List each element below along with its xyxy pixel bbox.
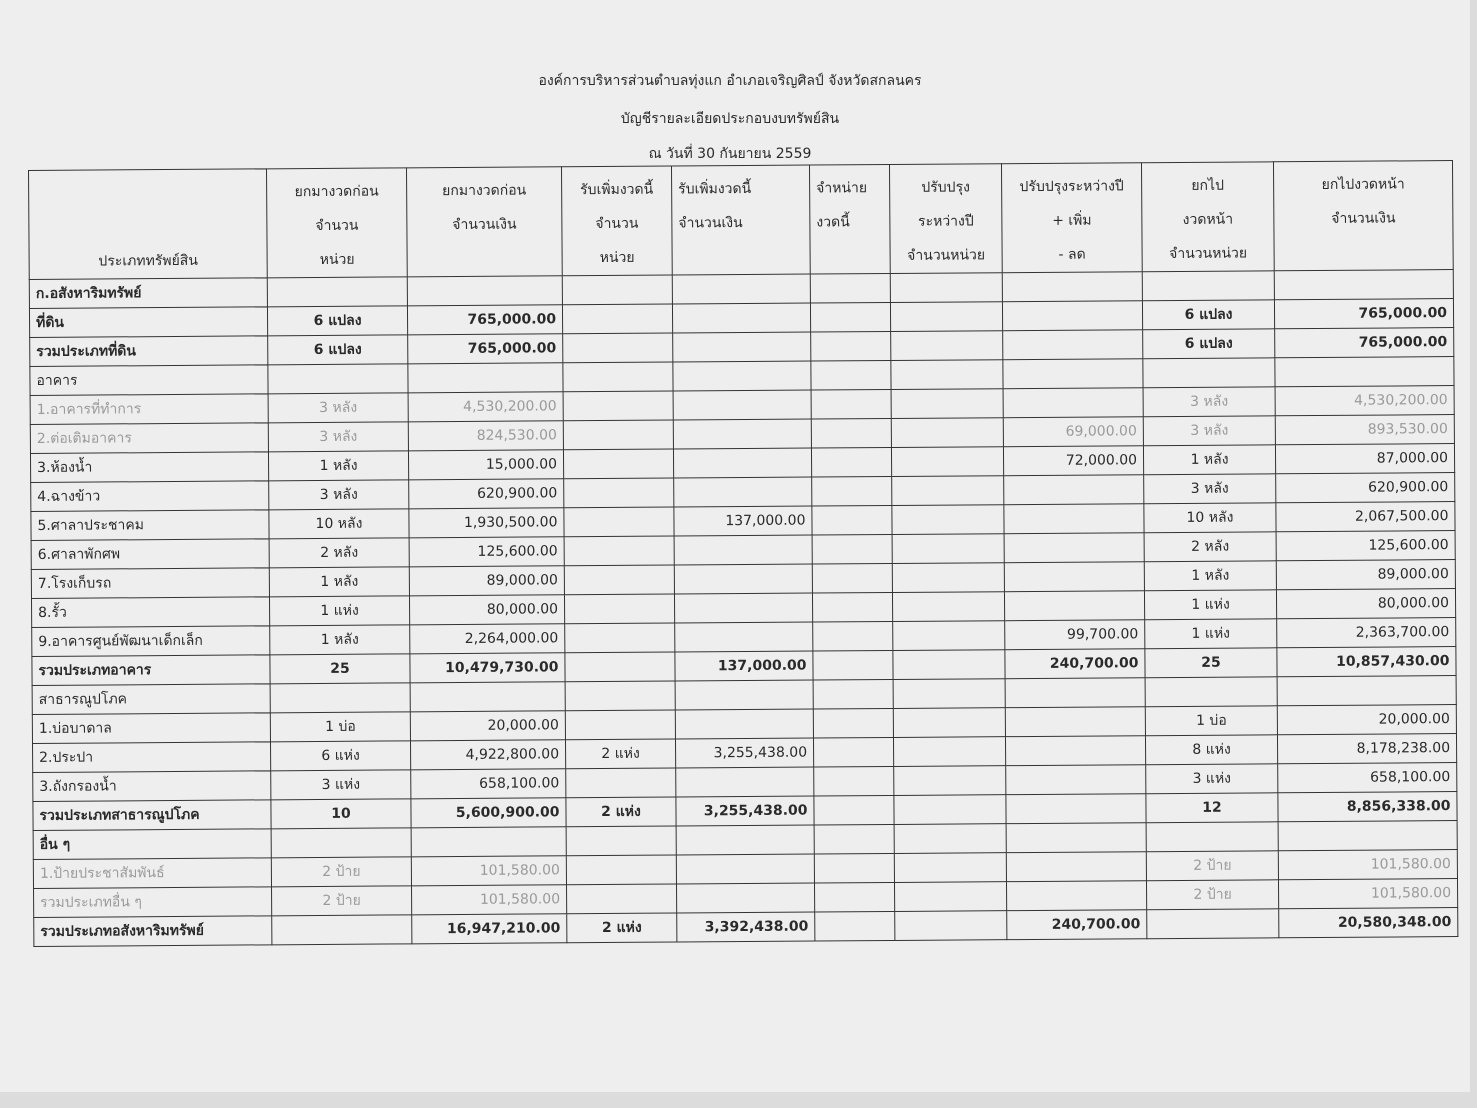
row-cell: 620,900.00 (409, 479, 564, 509)
row-cell: 2 หลัง (269, 538, 409, 568)
row-asset-name: 9.อาคารศูนย์พัฒนาเด็กเล็ก (32, 626, 270, 657)
row-cell (1006, 765, 1146, 795)
row-cell: 824,530.00 (408, 421, 563, 451)
row-cell (894, 882, 1006, 912)
header-added-units: รับเพิ่มงวดนี้ จำนวน หน่วย (561, 166, 672, 276)
row-cell (893, 650, 1005, 680)
row-cell: 1 บ่อ (270, 712, 410, 742)
row-cell (677, 883, 815, 913)
row-cell (564, 536, 674, 566)
row-cell: 1 หลัง (269, 567, 409, 597)
row-cell: 101,580.00 (1278, 879, 1457, 909)
row-cell (1274, 270, 1453, 300)
row-cell (892, 505, 1004, 535)
row-asset-name: 6.ศาลาพักศพ (31, 539, 269, 570)
row-cell (892, 592, 1004, 622)
row-cell: 3,392,438.00 (677, 912, 815, 942)
row-cell: 89,000.00 (409, 566, 564, 596)
row-cell (675, 622, 813, 652)
row-asset-name: 5.ศาลาประชาคม (31, 510, 269, 541)
row-cell: 1 บ่อ (1145, 706, 1277, 736)
row-cell (672, 303, 810, 333)
row-cell (1147, 909, 1279, 939)
row-cell (565, 710, 675, 740)
row-cell (1143, 358, 1275, 388)
row-cell (674, 564, 812, 594)
row-cell (672, 274, 810, 304)
row-cell (566, 768, 676, 798)
row-cell (673, 448, 811, 478)
row-cell: 6 แปลง (267, 306, 407, 336)
row-cell: 3 หลัง (269, 480, 409, 510)
row-cell (813, 708, 893, 738)
row-cell (811, 331, 891, 361)
row-cell (270, 683, 410, 713)
row-cell (891, 360, 1003, 390)
row-cell (892, 476, 1004, 506)
row-cell (1006, 823, 1146, 853)
row-cell (894, 853, 1006, 883)
row-cell (1004, 591, 1144, 621)
row-cell: 125,600.00 (1276, 531, 1455, 561)
row-cell: 12 (1146, 793, 1278, 823)
row-cell (1004, 504, 1144, 534)
row-cell: 3 หลัง (1143, 416, 1275, 446)
row-cell (673, 332, 811, 362)
row-cell: 137,000.00 (675, 651, 813, 681)
row-cell (675, 680, 813, 710)
row-asset-name: 1.บ่อบาดาล (32, 713, 270, 744)
row-cell: 69,000.00 (1003, 417, 1143, 447)
row-cell: 765,000.00 (407, 305, 562, 335)
row-cell (894, 766, 1006, 796)
asset-table (28, 160, 1458, 947)
row-cell: 893,530.00 (1275, 415, 1454, 445)
row-cell (892, 534, 1004, 564)
row-cell (676, 854, 814, 884)
row-cell: 765,000.00 (1275, 328, 1454, 358)
row-cell (565, 681, 675, 711)
row-cell (267, 277, 407, 307)
row-cell (814, 766, 894, 796)
row-cell: 25 (270, 654, 410, 684)
row-cell: 240,700.00 (1007, 910, 1147, 940)
row-cell (810, 302, 890, 332)
row-cell (812, 592, 892, 622)
row-cell (811, 418, 891, 448)
row-cell (1145, 677, 1277, 707)
row-cell (814, 853, 894, 883)
row-cell (893, 708, 1005, 738)
document-title: องค์การบริหารส่วนตำบลทุ่งแก อำเภอเจริญศิลป์ จังหวัดสกลนคร (538, 73, 922, 89)
row-cell (674, 593, 812, 623)
row-cell: 3 หลัง (1144, 474, 1276, 504)
row-asset-name: 3.ห้องน้ำ (30, 452, 268, 483)
row-cell: 2,363,700.00 (1277, 618, 1456, 648)
row-cell: 1 หลัง (270, 625, 410, 655)
row-cell (675, 709, 813, 739)
row-cell (815, 911, 895, 941)
row-cell: 6 แปลง (1143, 329, 1275, 359)
row-cell: 3 หลัง (268, 393, 408, 423)
row-cell (894, 795, 1006, 825)
row-cell (564, 507, 674, 537)
row-asset-name: รวมประเภทสาธารณูปโภค (33, 800, 271, 831)
document-date: ณ วันที่ 30 กันยายน 2559 (648, 146, 812, 162)
row-cell: 2 แห่ง (566, 797, 676, 827)
row-cell: 8,178,238.00 (1277, 734, 1456, 764)
row-cell: 125,600.00 (409, 537, 564, 567)
row-asset-name: รวมประเภทอาคาร (32, 655, 270, 686)
row-cell (407, 276, 562, 306)
row-cell (814, 824, 894, 854)
row-cell: 2 แห่ง (567, 913, 677, 943)
row-cell (564, 478, 674, 508)
row-asset-name: รวมประเภทอสังหาริมทรัพย์ (34, 916, 272, 947)
row-asset-name: รวมประเภทที่ดิน (30, 336, 268, 367)
row-cell (891, 447, 1003, 477)
row-cell (1003, 388, 1143, 418)
row-cell (674, 535, 812, 565)
row-cell (562, 275, 672, 305)
row-cell: 6 แปลง (1142, 300, 1274, 330)
row-cell (408, 363, 563, 393)
row-cell (1002, 301, 1142, 331)
row-cell (562, 304, 672, 334)
header-adjust-units: ปรับปรุง ระหว่างปี จำนวนหน่วย (889, 164, 1002, 274)
row-cell: 4,530,200.00 (1275, 386, 1454, 416)
row-cell (893, 737, 1005, 767)
row-cell (1278, 821, 1457, 851)
row-cell (674, 477, 812, 507)
row-cell (813, 737, 893, 767)
row-cell: 3,255,438.00 (676, 796, 814, 826)
row-cell: 101,580.00 (412, 885, 567, 915)
row-cell (271, 828, 411, 858)
row-cell (1004, 475, 1144, 505)
row-cell: 10,479,730.00 (410, 653, 565, 683)
row-cell (1146, 822, 1278, 852)
row-cell (813, 650, 893, 680)
row-asset-name: 7.โรงเก็บรถ (31, 568, 269, 599)
document-subtitle: บัญชีรายละเอียดประกอบงบทรัพย์สิน (620, 111, 840, 127)
row-cell (564, 565, 674, 595)
row-cell (1005, 678, 1145, 708)
row-cell (892, 563, 1004, 593)
row-cell: 101,580.00 (1278, 850, 1457, 880)
row-cell (1003, 359, 1143, 389)
row-cell: 20,000.00 (410, 711, 565, 741)
row-cell (563, 391, 673, 421)
row-cell: 1 หลัง (1143, 445, 1275, 475)
row-cell: 4,922,800.00 (410, 740, 565, 770)
row-cell: 10 หลัง (269, 509, 409, 539)
row-cell (1002, 272, 1142, 302)
row-asset-name: 8.รั้ว (31, 597, 269, 628)
row-cell (895, 911, 1007, 941)
header-asset-type: ประเภททรัพย์สิน (29, 169, 268, 280)
row-cell: 10 หลัง (1144, 503, 1276, 533)
row-cell: 5,600,900.00 (411, 798, 566, 828)
row-cell (812, 476, 892, 506)
row-cell (891, 389, 1003, 419)
row-cell (566, 826, 676, 856)
row-cell (893, 679, 1005, 709)
row-asset-name: สาธารณูปโภค (32, 684, 270, 715)
row-cell (411, 827, 566, 857)
row-asset-name: 4.ฉางข้าว (31, 481, 269, 512)
row-asset-name: อื่น ๆ (33, 829, 271, 860)
table-header-row (29, 161, 1454, 280)
row-cell: 2,067,500.00 (1276, 502, 1455, 532)
row-asset-name: 1.ป้ายประชาสัมพันธ์ (33, 858, 271, 889)
row-cell (676, 767, 814, 797)
row-asset-name: 2.ต่อเติมอาคาร (30, 423, 268, 454)
row-cell (410, 682, 565, 712)
row-cell: 3 หลัง (1143, 387, 1275, 417)
row-asset-name: 1.อาคารที่ทำการ (30, 394, 268, 425)
row-asset-name: ก.อสังหาริมทรัพย์ (29, 278, 267, 309)
row-cell: 8,856,338.00 (1278, 792, 1457, 822)
row-cell (814, 882, 894, 912)
row-cell (1275, 357, 1454, 387)
row-cell (268, 364, 408, 394)
row-cell (676, 825, 814, 855)
row-cell (812, 563, 892, 593)
row-cell: 620,900.00 (1276, 473, 1455, 503)
row-cell (1277, 676, 1456, 706)
row-cell: 2 หลัง (1144, 532, 1276, 562)
row-cell: 1 แห่ง (1144, 590, 1276, 620)
row-cell (810, 273, 890, 303)
row-cell: 658,100.00 (411, 769, 566, 799)
row-cell (1142, 271, 1274, 301)
header-prev-amount: ยกมางวดก่อน จำนวนเงิน (406, 167, 562, 277)
header-adjust-amount: ปรับปรุงระหว่างปี + เพิ่ม - ลด (1001, 163, 1142, 273)
row-cell (1005, 736, 1145, 766)
row-cell (563, 333, 673, 363)
row-cell (891, 418, 1003, 448)
row-cell (1004, 562, 1144, 592)
row-cell (673, 390, 811, 420)
row-cell: 16,947,210.00 (412, 914, 567, 944)
header-carry-amount: ยกไปงวดหน้า จำนวนเงิน (1273, 161, 1453, 271)
row-cell (1003, 330, 1143, 360)
row-cell: 10 (271, 799, 411, 829)
row-cell (894, 824, 1006, 854)
row-cell (1004, 533, 1144, 563)
row-cell (563, 449, 673, 479)
row-cell: 72,000.00 (1003, 446, 1143, 476)
row-cell (890, 302, 1002, 332)
row-asset-name: 3.ถังกรองน้ำ (33, 771, 271, 802)
row-cell: 10,857,430.00 (1277, 647, 1456, 677)
row-cell: 2 ป้าย (1146, 880, 1278, 910)
row-cell: 1 แห่ง (1145, 619, 1277, 649)
row-cell: 25 (1145, 648, 1277, 678)
row-cell: 80,000.00 (409, 595, 564, 625)
row-cell: 765,000.00 (1274, 299, 1453, 329)
row-cell (812, 505, 892, 535)
row-cell (565, 652, 675, 682)
row-cell: 2,264,000.00 (410, 624, 565, 654)
row-cell: 20,580,348.00 (1279, 908, 1458, 938)
row-cell (673, 419, 811, 449)
row-cell: 1 หลัง (268, 451, 408, 481)
row-cell (565, 623, 675, 653)
row-asset-name: ที่ดิน (29, 307, 267, 338)
row-cell (813, 679, 893, 709)
row-cell (272, 915, 412, 945)
header-prev-units: ยกมางวดก่อน จำนวน หน่วย (266, 168, 407, 278)
row-cell (811, 389, 891, 419)
row-cell: 6 แห่ง (270, 741, 410, 771)
row-cell: 3 แห่ง (1146, 764, 1278, 794)
row-cell: 2 ป้าย (1146, 851, 1278, 881)
row-cell (567, 884, 677, 914)
row-cell: 101,580.00 (411, 856, 566, 886)
row-cell (566, 855, 676, 885)
row-cell (891, 331, 1003, 361)
row-cell: 765,000.00 (408, 334, 563, 364)
row-cell (814, 795, 894, 825)
row-cell: 658,100.00 (1278, 763, 1457, 793)
row-cell (1005, 707, 1145, 737)
row-cell: 3 หลัง (268, 422, 408, 452)
row-asset-name: รวมประเภทอื่น ๆ (34, 887, 272, 918)
row-cell (890, 273, 1002, 303)
row-cell: 15,000.00 (408, 450, 563, 480)
row-cell (1006, 794, 1146, 824)
row-cell (563, 362, 673, 392)
row-cell: 137,000.00 (674, 506, 812, 536)
row-asset-name: 2.ประปา (33, 742, 271, 773)
header-disposed: จำหน่าย งวดนี้ (809, 164, 890, 274)
row-cell: 80,000.00 (1276, 589, 1455, 619)
row-cell: 1 หลัง (1144, 561, 1276, 591)
row-cell (813, 621, 893, 651)
row-cell (563, 420, 673, 450)
row-cell: 1,930,500.00 (409, 508, 564, 538)
row-cell: 8 แห่ง (1145, 735, 1277, 765)
row-cell: 20,000.00 (1277, 705, 1456, 735)
row-cell: 3,255,438.00 (675, 738, 813, 768)
row-cell (893, 621, 1005, 651)
row-cell (811, 360, 891, 390)
row-cell: 3 แห่ง (271, 770, 411, 800)
row-cell: 99,700.00 (1005, 620, 1145, 650)
row-cell: 4,530,200.00 (408, 392, 563, 422)
row-cell: 2 ป้าย (271, 857, 411, 887)
row-cell (811, 447, 891, 477)
row-cell (812, 534, 892, 564)
row-cell: 240,700.00 (1005, 649, 1145, 679)
row-cell: 87,000.00 (1275, 444, 1454, 474)
row-cell: 2 ป้าย (272, 886, 412, 916)
row-asset-name: อาคาร (30, 365, 268, 396)
header-added-amount: รับเพิ่มงวดนี้ จำนวนเงิน (671, 165, 810, 275)
row-cell: 89,000.00 (1276, 560, 1455, 590)
header-carry-units: ยกไป งวดหน้า จำนวนหน่วย (1141, 162, 1274, 272)
row-cell: 6 แปลง (268, 335, 408, 365)
row-cell (1006, 852, 1146, 882)
row-cell (1006, 881, 1146, 911)
row-cell (564, 594, 674, 624)
row-cell: 1 แห่ง (269, 596, 409, 626)
row-cell (673, 361, 811, 391)
row-cell: 2 แห่ง (565, 739, 675, 769)
